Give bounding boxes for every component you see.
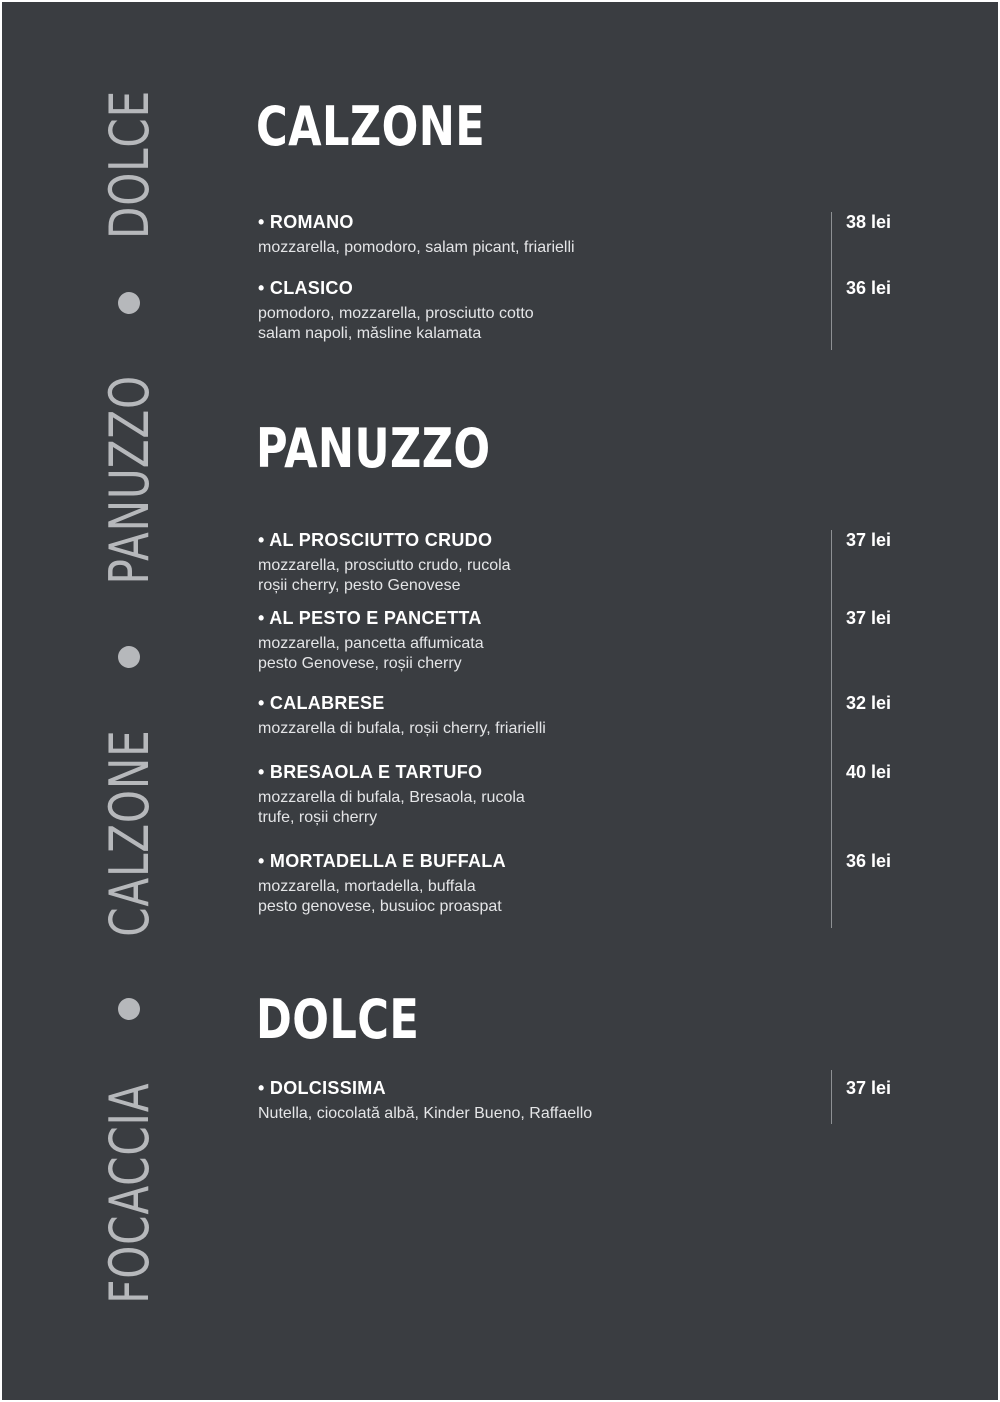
- side-category-nav: [89, 89, 169, 1305]
- menu-item-price: 36 lei: [846, 851, 892, 871]
- bullet-dot-icon: [118, 292, 140, 314]
- menu-item-price: 40 lei: [846, 762, 892, 782]
- price-divider: [831, 1070, 832, 1124]
- menu-item-description: mozzarella, prosciutto crudo, rucola roșii cherry, pesto Genovese: [258, 557, 511, 594]
- price-divider: [831, 530, 832, 928]
- price-divider: [831, 212, 832, 350]
- menu-item-description: mozzarella, mortadella, buffala pesto genovese, busuioc proaspat: [258, 878, 502, 915]
- menu-item-price: 37 lei: [846, 1078, 892, 1098]
- bullet-dot-icon: [118, 998, 140, 1020]
- menu-item-price: 36 lei: [846, 278, 892, 298]
- menu-item-price: 32 lei: [846, 693, 892, 713]
- menu-item-name: • MORTADELLA E BUFFALA: [258, 851, 506, 871]
- menu-item-description: mozzarella di bufala, Bresaola, rucola trufe, roșii cherry: [258, 789, 525, 826]
- menu-item-name: • ROMANO: [258, 212, 354, 232]
- menu-item-description: Nutella, ciocolată albă, Kinder Bueno, Raffaello: [258, 1105, 593, 1122]
- menu-item-name: • AL PROSCIUTTO CRUDO: [258, 530, 493, 550]
- menu-item-description: mozzarella di bufala, roșii cherry, friarielli: [258, 720, 546, 737]
- side-category-dolce: DOLCE: [97, 89, 161, 239]
- menu-item-description: pomodoro, mozzarella, prosciutto cotto salam napoli, măsline kalamata: [258, 305, 534, 342]
- menu-item-name: • AL PESTO E PANCETTA: [258, 608, 482, 628]
- menu-item-name: • CALABRESE: [258, 693, 385, 713]
- menu-item-price: 38 lei: [846, 212, 892, 232]
- menu-item-name: • CLASICO: [258, 278, 354, 298]
- menu-item-price: 37 lei: [846, 530, 892, 550]
- side-category-panuzzo: PANUZZO: [97, 375, 161, 585]
- section-title-calzone: CALZONE: [256, 95, 486, 158]
- bullet-dot-icon: [118, 646, 140, 668]
- menu-item-description: mozzarella, pancetta affumicata pesto Genovese, roșii cherry: [258, 635, 484, 672]
- side-category-calzone: CALZONE: [97, 729, 161, 937]
- menu-item-name: • DOLCISSIMA: [258, 1078, 386, 1098]
- menu-item-name: • BRESAOLA E TARTUFO: [258, 762, 483, 782]
- menu-item-description: mozzarella, pomodoro, salam picant, friarielli: [258, 239, 575, 256]
- section-title-panuzzo: PANUZZO: [256, 417, 491, 480]
- side-category-focaccia: FOCACCIA: [97, 1083, 161, 1305]
- menu-item-price: 37 lei: [846, 608, 892, 628]
- section-title-dolce: DOLCE: [256, 988, 420, 1051]
- menu-page: [2, 2, 998, 1400]
